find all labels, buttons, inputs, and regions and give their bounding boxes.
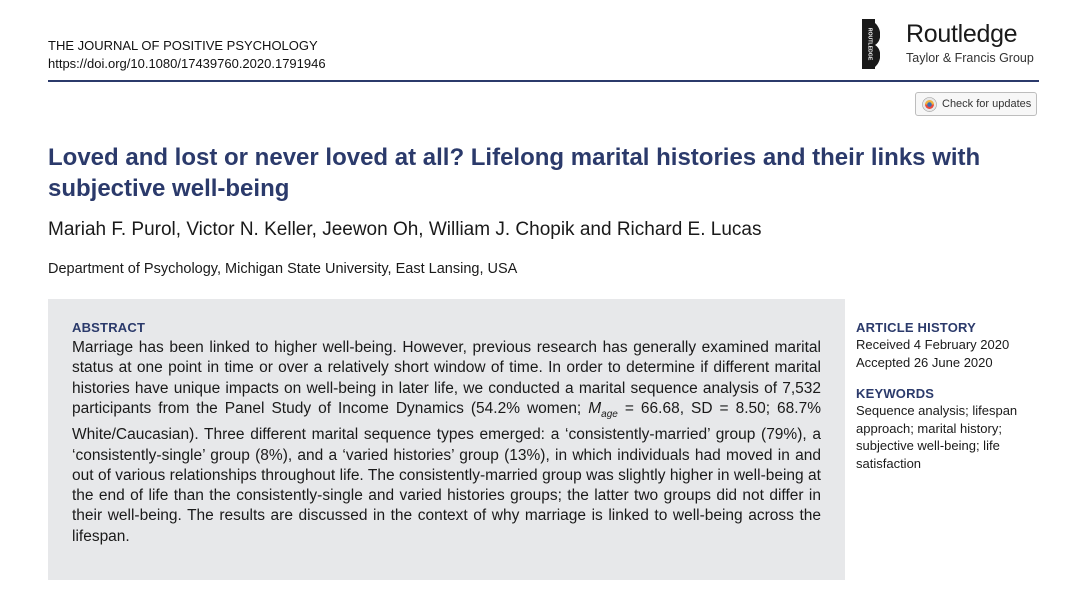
abstract-panel <box>48 299 845 580</box>
article-title: Loved and lost or never loved at all? Lifelong marital histories and their links with subjective well-being <box>48 144 981 202</box>
header-rule <box>48 80 1039 82</box>
article-history-heading: ARTICLE HISTORY <box>856 320 977 335</box>
check-for-updates-button[interactable] <box>915 92 1037 116</box>
publisher-subtitle: Taylor & Francis Group <box>906 51 1034 65</box>
affiliation: Department of Psychology, Michigan State University, East Lansing, USA <box>48 261 518 277</box>
doi-link[interactable]: https://doi.org/10.1080/17439760.2020.1791946 <box>48 56 326 71</box>
journal-header <box>48 37 326 73</box>
mean-age-subscript: age <box>601 408 618 420</box>
routledge-mark-icon <box>860 19 880 69</box>
received-date: Received 4 February 2020 <box>856 337 1010 352</box>
accepted-date: Accepted 26 June 2020 <box>856 355 993 370</box>
keywords-list: Sequence analysis; lifespan approach; marital history; subjective well-being; life satisfaction <box>856 403 1018 471</box>
abstract-text <box>72 338 821 547</box>
publisher-mark-text: ROUTLEDGE <box>866 27 873 61</box>
check-for-updates-icon <box>922 97 937 112</box>
publisher-logo[interactable] <box>860 19 1050 71</box>
keywords-heading: KEYWORDS <box>856 386 935 401</box>
journal-name: THE JOURNAL OF POSITIVE PSYCHOLOGY <box>48 38 318 53</box>
publisher-name: Routledge <box>906 20 1018 48</box>
author-list[interactable]: Mariah F. Purol, Victor N. Keller, Jeewon Oh, William J. Chopik and Richard E. Lucas <box>48 219 762 240</box>
mean-age-symbol: M <box>588 399 602 417</box>
check-for-updates-label: Check for updates <box>942 98 1032 110</box>
abstract-heading: ABSTRACT <box>72 320 146 335</box>
abstract-text-part-2: = 66.68, SD = 8.50; 68.7% White/Caucasian). Three different marital sequence types emerged: a ‘consistently-married’ group (79%), a ‘consistently-single’ group (8%), and a ‘varied histories’ group (13%), in which individuals had moved in and out of various relationships throughout life. The consistently-married group was slightly higher in well-being at the end of life than the consistently-single and varied histories groups; the latter two groups did not differ in their well-being. The results are discussed in the context of why marriage is linked to well-being across the lifespan. <box>72 399 821 545</box>
article-sidebar <box>856 320 1046 472</box>
abstract-text-part-1: Marriage has been linked to higher well-being. However, previous research has generally examined marital status at one point in time or over a relatively short window of time. In order to determine if different marital histories have unique impacts on well-being in later life, we conducted a marital sequence analysis of 7,532 participants from the Panel Study of Income Dynamics (54.2% women; <box>72 339 821 417</box>
